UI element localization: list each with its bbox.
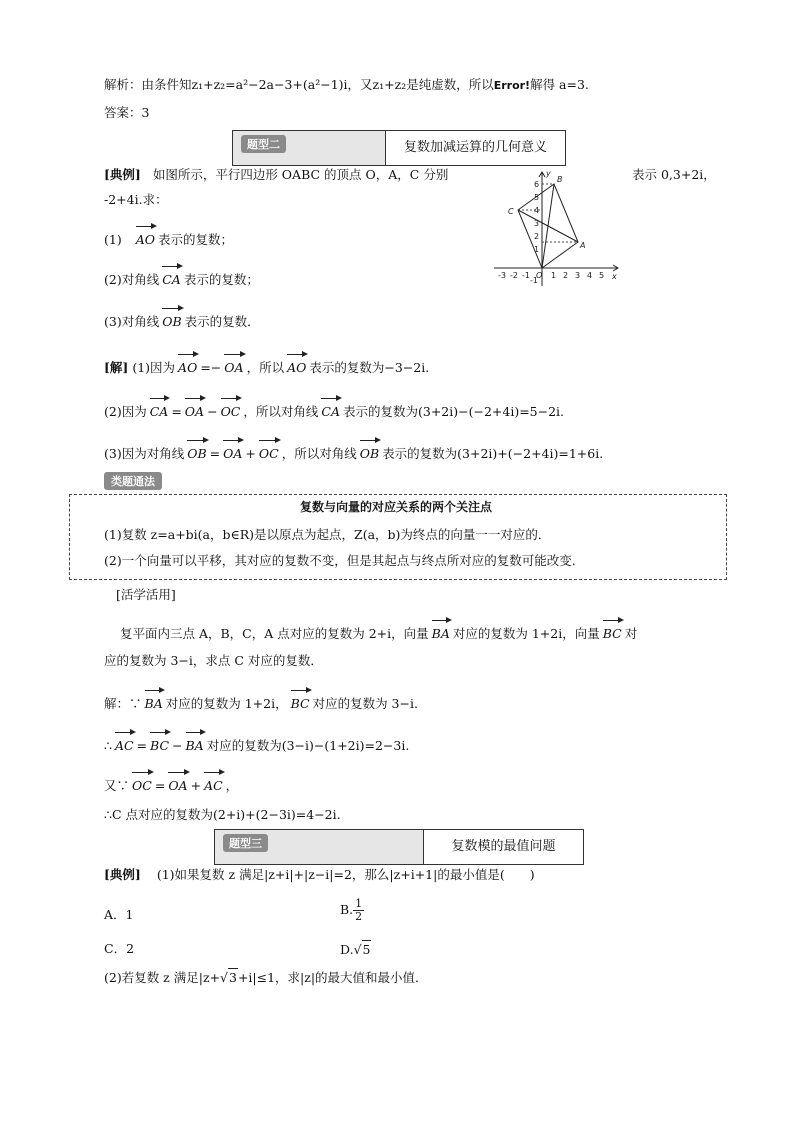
vector-OB: OB	[360, 436, 379, 463]
l2-c: −	[172, 738, 183, 753]
vector-OA: OA	[224, 350, 243, 377]
example-stem-tail: 表示 0,3+2i，	[632, 167, 716, 182]
vector-OC: OC	[259, 436, 279, 463]
sol-a: 解：∵	[104, 696, 142, 711]
diagonal-CA	[518, 210, 578, 242]
option-B	[340, 898, 364, 923]
x-tick-4: 4	[587, 271, 593, 280]
point-B-label: B	[557, 175, 563, 184]
axis-label-x: x	[612, 272, 617, 281]
method-badge: 类题通法	[104, 472, 162, 490]
q1-suffix: 表示的复数；	[157, 232, 233, 247]
vector-OA: OA	[168, 768, 187, 795]
vector-AC: AC	[204, 768, 223, 795]
summary-point-2: (2)一个向量可以平移，其对应的复数不变，但是其起点与终点所对应的复数可能改变．	[104, 553, 585, 568]
vector-OA: OA	[223, 436, 242, 463]
s3-c: +	[245, 446, 256, 461]
section-header-type3	[214, 829, 584, 865]
sol-c: 对应的复数为 3−i.	[312, 696, 418, 711]
point-C-label: C	[508, 207, 514, 216]
practice-sol-1	[104, 686, 418, 713]
q2-b: +i|≤1，求|z|的最大值和最小值．	[237, 970, 428, 985]
vector-CA: CA	[321, 394, 340, 421]
example2-q2	[104, 968, 428, 987]
x-tick-neg3: -3	[498, 271, 506, 280]
solution-1	[104, 350, 429, 377]
vector-CA: CA	[162, 262, 181, 289]
answer-line: 答案：3	[104, 105, 150, 120]
l2-b: =	[136, 738, 148, 753]
l3-d: ，	[225, 778, 239, 793]
section-header-type2	[232, 130, 566, 166]
practice-p1b: 对应的复数为 1+2i，向量	[452, 626, 600, 641]
y-tick-neg1: -1	[530, 276, 538, 285]
fraction-denominator: 2	[355, 910, 363, 923]
q2-a: (2)若复数 z 满足|z+	[104, 970, 221, 985]
vector-AO: AO	[178, 350, 197, 377]
fraction-one-half	[353, 898, 364, 923]
axis-label-y: y	[546, 169, 551, 178]
fraction-numerator: 1	[355, 897, 363, 910]
y-tick-4: 4	[534, 206, 540, 215]
s2-c: −	[207, 404, 218, 419]
error-text: Error!	[493, 79, 531, 92]
s3-d: ，所以对角线	[281, 446, 357, 461]
practice-stem-2: 应的复数为 3−i，求点 C 对应的复数．	[104, 653, 323, 668]
x-tick-5: 5	[599, 271, 605, 280]
x-tick-3: 3	[575, 271, 581, 280]
l3-b: =	[154, 778, 166, 793]
question-1	[104, 222, 233, 249]
vector-CA: CA	[150, 394, 169, 421]
question-2	[104, 262, 259, 289]
s2-b: =	[171, 404, 182, 419]
option-D-label: D.	[340, 942, 354, 957]
solution-3	[104, 436, 603, 463]
s3-b: =	[209, 446, 221, 461]
q2-suffix: 表示的复数；	[183, 272, 259, 287]
l2-d: 对应的复数为(3−i)−(1+2i)=2−3i.	[206, 738, 410, 753]
s1-d: 表示的复数为−3−2i.	[309, 360, 430, 375]
vector-OC: OC	[221, 394, 241, 421]
y-tick-1: 1	[534, 245, 540, 254]
q1-prefix: (1)	[104, 232, 122, 247]
s3-e: 表示的复数为(3+2i)+(−2+4i)=1+6i.	[382, 446, 604, 461]
question-3	[104, 304, 260, 331]
vector-BC: BC	[291, 686, 310, 713]
example-stem-text: 如图所示，平行四边形 OABC 的顶点 O，A，C 分别	[152, 167, 449, 182]
analysis-text: 解析：由条件知z₁+z₂=a²−2a−3+(a²−1)i，又z₁+z₂是纯虚数，所以	[104, 77, 494, 92]
option-A: A．1	[104, 907, 134, 922]
sqrt-sign: √	[353, 942, 362, 957]
s1-b: =−	[200, 360, 222, 375]
vector-AC: AC	[115, 728, 134, 755]
example-label: [典例]	[104, 167, 141, 182]
sqrt-radicand: 3	[228, 970, 237, 985]
sqrt-sign: √	[220, 970, 228, 985]
practice-p1: 复平面内三点 A，B，C，A 点对应的复数为 2+i，向量	[120, 626, 429, 641]
practice-label: [活学活用]	[116, 587, 176, 602]
example-stem	[104, 166, 448, 184]
section-title: 复数模的最值问题	[451, 839, 556, 854]
example-label: [典例]	[104, 867, 141, 882]
practice-sol-2	[104, 728, 409, 755]
solution-label: [解]	[104, 360, 129, 375]
y-ticks	[518, 184, 578, 242]
y-tick-2: 2	[534, 232, 540, 241]
summary-point-1: (1)复数 z=a+bi(a，b∈R)是以原点为起点，Z(a，b)为终点的向量一一对应的．	[104, 527, 551, 542]
option-D	[340, 940, 371, 959]
vector-OB: OB	[187, 436, 206, 463]
option-C: C．2	[104, 941, 135, 956]
s1-c: ，所以	[246, 360, 285, 375]
x-tick-2: 2	[563, 271, 569, 280]
s2-a: (2)因为	[104, 404, 147, 419]
example-stem2: -2+4i.求：	[104, 192, 168, 207]
l3-c: +	[190, 778, 202, 793]
l3-a: 又∵	[104, 778, 130, 793]
q3-suffix: 表示的复数．	[184, 314, 260, 329]
section-title: 复数加减运算的几何意义	[403, 140, 547, 155]
example2-stem	[104, 866, 535, 884]
vector-BA: BA	[186, 728, 204, 755]
q3-prefix: (3)对角线	[104, 314, 160, 329]
vector-BA: BA	[145, 686, 163, 713]
example2-q1: (1)如果复数 z 满足|z+i|+|z−i|=2，那么|z+i+1|的最小值是( )	[156, 867, 535, 882]
coordinate-figure	[492, 168, 622, 290]
section-tag	[233, 131, 386, 165]
sqrt-radicand: 5	[362, 942, 371, 957]
practice-sol-3	[104, 768, 238, 795]
section-tag-label: 题型二	[241, 135, 286, 153]
analysis-tail: 解得 a=3.	[530, 77, 589, 92]
y-tick-6: 6	[534, 180, 540, 189]
vector-AO: AO	[287, 350, 306, 377]
section-tag-label: 题型三	[223, 834, 268, 852]
vector-BC: BC	[150, 728, 169, 755]
practice-sol-4: ∴C 点对应的复数为(2+i)+(2−3i)=4−2i.	[104, 807, 341, 822]
x-tick-neg1: -1	[522, 271, 530, 280]
x-tick-neg2: -2	[510, 271, 518, 280]
vector-AO: AO	[136, 222, 155, 249]
y-tick-3: 3	[534, 219, 540, 228]
l2-a: ∴	[104, 738, 112, 753]
s1-a: (1)因为	[132, 360, 176, 375]
sol-b: 对应的复数为 1+2i，	[165, 696, 288, 711]
solution-2	[104, 394, 564, 421]
q2-prefix: (2)对角线	[104, 272, 160, 287]
vector-BA: BA	[432, 616, 450, 643]
practice-p1c: 对	[624, 626, 638, 641]
s2-e: 表示的复数为(3+2i)−(−2+4i)=5−2i.	[342, 404, 565, 419]
s2-d: ，所以对角线	[243, 404, 319, 419]
y-tick-5: 5	[534, 193, 540, 202]
practice-stem	[120, 616, 637, 643]
vector-OC: OC	[132, 768, 152, 795]
x-tick-1: 1	[551, 271, 557, 280]
analysis-line	[104, 76, 589, 95]
option-B-label: B.	[340, 902, 354, 917]
summary-title: 复数与向量的对应关系的两个关注点	[300, 500, 493, 514]
section-tag	[215, 830, 424, 864]
vector-OA: OA	[185, 394, 204, 421]
vector-OB: OB	[162, 304, 181, 331]
s3-a: (3)因为对角线	[104, 446, 185, 461]
point-A-label: A	[580, 241, 586, 250]
origin-label: O	[536, 271, 543, 280]
vector-BC: BC	[603, 616, 622, 643]
